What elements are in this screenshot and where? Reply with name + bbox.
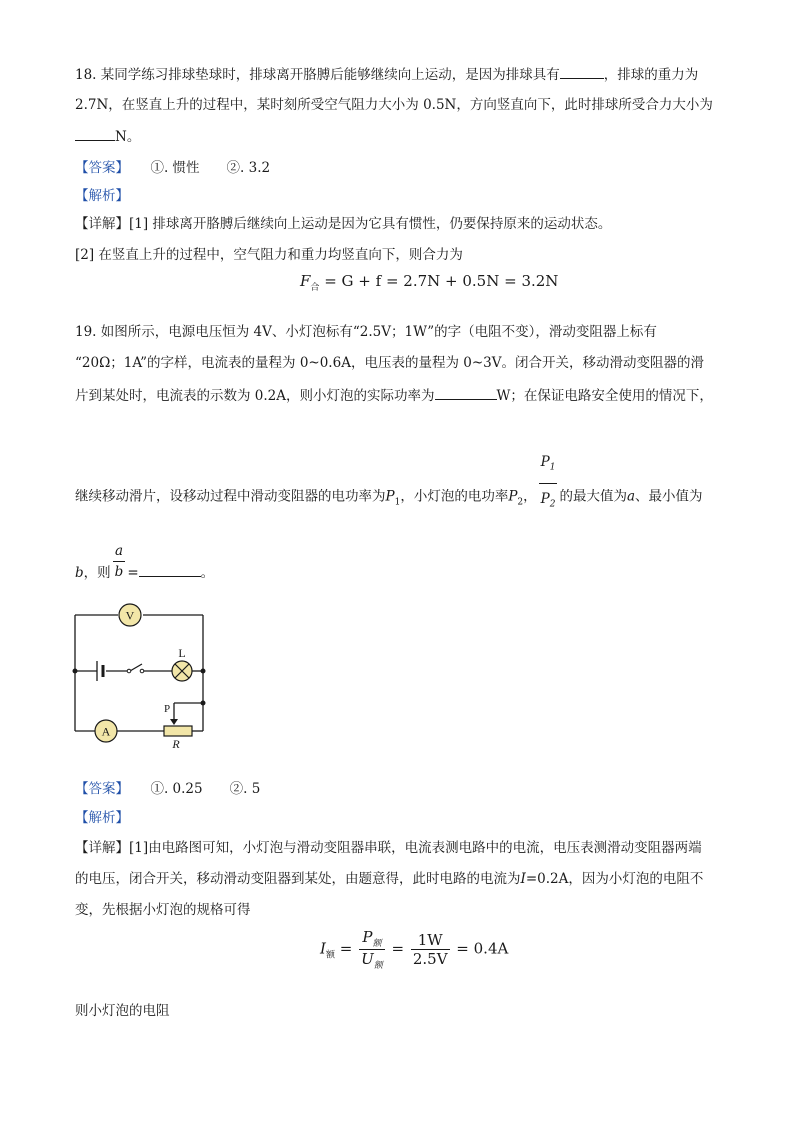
eq-symbol-i: I xyxy=(320,939,326,958)
junction-dot xyxy=(201,669,206,674)
eq-den: U xyxy=(361,950,374,968)
junction-dot xyxy=(201,701,206,706)
junction-dot xyxy=(73,669,78,674)
rheostat-label: R xyxy=(172,737,180,748)
eq-rhs: = G + f = 2.7N + 0.5N = 3.2N xyxy=(319,272,559,290)
q19-answer xyxy=(75,779,260,799)
q19-text-3: 片到某处时，电流表的示数为 0.2A，则小灯泡的实际功率为 xyxy=(75,388,435,404)
q19-detail-4: 则小灯泡的电阻 xyxy=(75,1003,170,1019)
voltmeter-label: V xyxy=(125,608,135,623)
eq-tail: = 0.4A xyxy=(451,939,509,958)
fraction-a-b xyxy=(113,541,126,582)
q19-text-5c: 。 xyxy=(200,565,215,581)
answer-tag: 【答案】 xyxy=(75,781,129,797)
q18-line-2: 2.7N，在竖直上升的过程中，某时刻所受空气阻力大小为 0.5N，方向竖直向下，此时排球所受合力大小为 xyxy=(75,97,713,113)
detail-text-2a: 的电压，闭合开关，移动滑动变阻器到某处，由题意得，此时电路的电流为 xyxy=(75,871,521,887)
symbol-p1: P xyxy=(385,488,395,505)
switch-contact xyxy=(140,669,144,673)
detail-text: [1]由电路图可知，小灯泡与滑动变阻器串联，电流表测电路中的电流，电压表测滑动变阻器两端 xyxy=(129,840,702,856)
sub-p1: 1 xyxy=(394,497,401,508)
q18-blank-2 xyxy=(75,126,115,141)
q19-text-5b: = xyxy=(127,565,139,581)
frac-den: P xyxy=(540,490,550,507)
q19-text-3-end: W；在保证电路安全使用的情况下， xyxy=(496,388,713,404)
q18-equation xyxy=(300,272,558,293)
switch-contact xyxy=(127,669,131,673)
eq-num: P xyxy=(362,928,373,946)
q19-line-4 xyxy=(75,454,703,533)
q19-blank-1 xyxy=(435,385,497,400)
q18-answer xyxy=(75,158,270,178)
answer-tag: 【答案】 xyxy=(75,160,129,176)
slider-arrow-icon xyxy=(170,719,178,725)
rheostat-icon xyxy=(164,726,192,736)
eq-symbol: F xyxy=(300,272,311,290)
q18-detail-1 xyxy=(75,214,611,234)
q18-detail-2: [2] 在竖直上升的过程中，空气阻力和重力均竖直向下，则合力为 xyxy=(75,247,463,263)
eq-subscript: 合 xyxy=(310,283,320,293)
q19-blank-2 xyxy=(139,562,201,577)
q18-line-3 xyxy=(75,126,140,147)
q19-equation xyxy=(320,928,508,971)
symbol-p2: P xyxy=(508,488,518,505)
q19-text-4b: ，小灯泡的电功率 xyxy=(400,488,509,505)
eq-num-sub: 额 xyxy=(372,939,382,949)
frac-num-sub: 1 xyxy=(549,462,556,473)
frac2-den: b xyxy=(114,564,124,580)
q19-line-1: 19. 如图所示，电源电压恒为 4V、小灯泡标有“2.5V；1W”的字（电阻不变），滑动变阻器上标有 xyxy=(75,324,657,340)
ammeter-label: A xyxy=(101,724,111,739)
frac-num: P xyxy=(540,454,550,470)
q19-analysis-tag: 【解析】 xyxy=(75,810,129,826)
q18-text-1-end: ，排球的重力为 xyxy=(603,67,699,83)
lamp-label: L xyxy=(178,646,186,660)
q18-text-1: 18. 某同学练习排球垫球时，排球离开胳膊后能够继续向上运动，是因为排球具有 xyxy=(75,67,560,83)
q19-line-5 xyxy=(75,543,215,594)
detail-text-2b: =0.2A，因为小灯泡的电阻不 xyxy=(525,871,704,887)
q19-text-5a: ，则 xyxy=(83,565,111,581)
q19-text-4c: ， xyxy=(523,488,537,505)
q18-analysis-tag: 【解析】 xyxy=(75,188,129,204)
detail-tag: 【详解】 xyxy=(75,216,129,232)
q18-line-1 xyxy=(75,64,698,85)
detail-text: [1] 排球离开胳膊后继续向上运动是因为它具有惯性，仍要保持原来的运动状态。 xyxy=(129,216,612,232)
q19-line-3 xyxy=(75,385,713,406)
eq-fraction-2 xyxy=(411,931,450,968)
eq-equals-2: = xyxy=(386,939,409,958)
symbol-a: a xyxy=(626,488,636,505)
eq-den-2: 2.5V xyxy=(412,950,448,968)
eq-equals: = xyxy=(334,939,358,958)
eq-num-2: 1W xyxy=(411,931,450,950)
symbol-i: I xyxy=(520,871,526,887)
answer-text: ①. 惯性 ②. 3.2 xyxy=(150,160,271,176)
q19-detail-2 xyxy=(75,869,703,889)
q18-blank-1 xyxy=(560,64,604,79)
q19-line-2: “20Ω；1A”的字样，电流表的量程为 0~0.6A，电压表的量程为 0~3V。闭合开关，移动滑动变阻器的滑 xyxy=(75,355,704,371)
fraction-p1-p2 xyxy=(539,447,558,519)
slider-label: P xyxy=(163,703,171,715)
q19-text-4d: 的最大值为 xyxy=(559,488,627,505)
frac-den-sub: 2 xyxy=(549,499,556,510)
frac2-num: a xyxy=(113,541,126,562)
eq-sub-i: 额 xyxy=(325,950,335,961)
eq-den-sub: 额 xyxy=(373,961,383,971)
q18-text-3-end: N。 xyxy=(115,129,141,145)
circuit-diagram xyxy=(70,598,220,748)
sub-p2: 2 xyxy=(517,497,524,508)
answer-text: ①. 0.25 ②. 5 xyxy=(150,781,261,797)
symbol-b: b xyxy=(75,565,84,581)
q19-text-4e: 、最小值为 xyxy=(635,488,703,505)
detail-tag: 【详解】 xyxy=(75,840,129,856)
eq-fraction-1 xyxy=(359,928,385,971)
q19-text-4a: 继续移动滑片，设移动过程中滑动变阻器的电功率为 xyxy=(75,488,386,505)
q19-detail-1 xyxy=(75,838,702,858)
q19-detail-3: 变，先根据小灯泡的规格可得 xyxy=(75,902,251,918)
